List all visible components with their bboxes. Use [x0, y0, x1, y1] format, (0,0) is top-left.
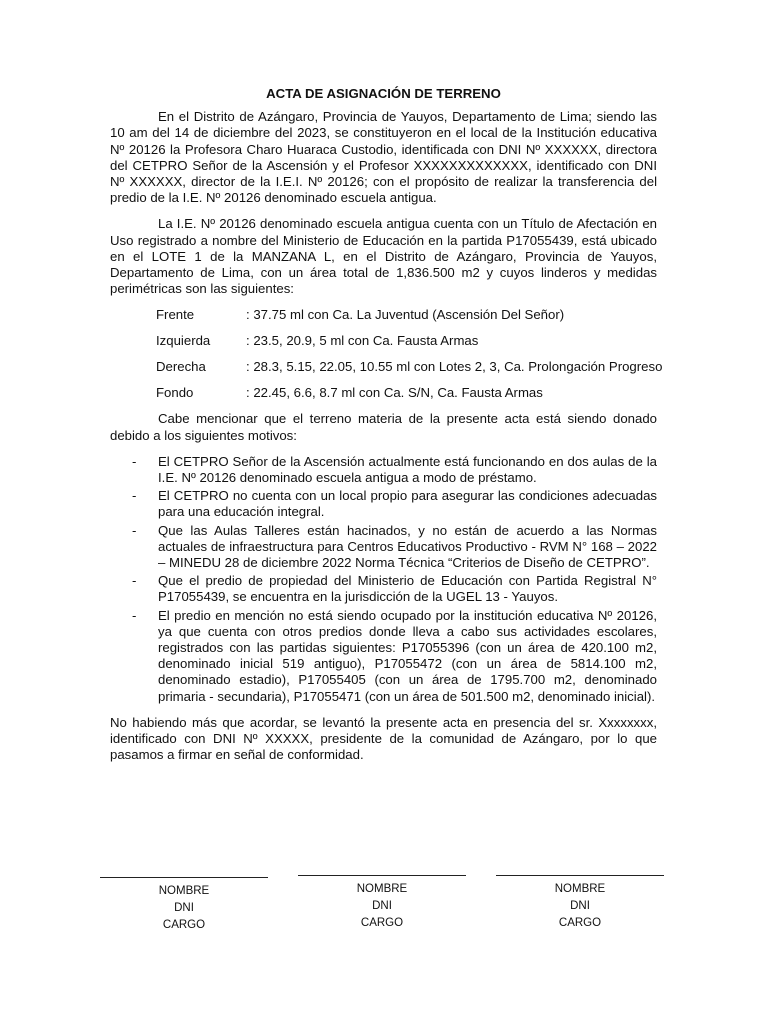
bullet-dash: - [132, 522, 137, 538]
signature-name-label: NOMBRE [554, 883, 606, 895]
signature-cargo-label: CARGO [360, 917, 404, 929]
boundary-label: Fondo [156, 385, 194, 401]
signature-name-label: NOMBRE [356, 883, 408, 895]
boundary-row-izquierda [110, 333, 657, 359]
signature-line [100, 877, 268, 878]
boundary-label: Izquierda [156, 333, 211, 349]
motive-text: El CETPRO no cuenta con un local propio para asegurar las condiciones adecuadas para una educación integral. [158, 488, 657, 520]
signature-line [496, 875, 664, 876]
list-item [110, 608, 657, 705]
list-item [110, 454, 657, 486]
signature-cargo-label: CARGO [162, 919, 206, 931]
motives-list [110, 454, 657, 705]
signature-cargo-label: CARGO [558, 917, 602, 929]
bullet-dash: - [132, 488, 137, 504]
bullet-dash: - [132, 573, 137, 589]
boundary-value: : 22.45, 6.6, 8.7 ml con Ca. S/N, Ca. Fausta Armas [246, 385, 543, 401]
boundary-row-fondo [110, 385, 657, 411]
paragraph-property-description: La I.E. Nº 20126 denominado escuela antigua cuenta con un Título de Afectación en Uso registrado a nombre del Ministerio de Educación en la partida P17055439, está ubicado en el LOTE 1 de la MANZANA L, en el Distrito de Azángaro, Provincia de Yauyos, Departamento de Lima, con un área total de 1,836.500 m2 y cuyos linderos y medidas perimétricas son las siguientes: [110, 216, 657, 297]
boundary-value: : 37.75 ml con Ca. La Juventud (Ascensión Del Señor) [246, 307, 565, 323]
signature-block [100, 870, 668, 930]
list-item [110, 573, 657, 605]
boundary-value: : 23.5, 20.9, 5 ml con Ca. Fausta Armas [246, 333, 479, 349]
document-title: ACTA DE ASIGNACIÓN DE TERRENO [266, 86, 501, 101]
list-item [110, 488, 657, 520]
signature-dni-label: DNI [570, 900, 590, 912]
signature-dni-label: DNI [174, 902, 194, 914]
bullet-dash: - [132, 453, 137, 469]
motive-text: Que el predio de propiedad del Ministerio de Educación con Partida Registral N° P17055439, se encuentra en la jurisdicción de la UGEL 13 - Yauyos. [158, 573, 657, 605]
signature-slot-3 [496, 875, 664, 932]
paragraph-donation-reasons: Cabe mencionar que el terreno materia de la presente acta está siendo donado debido a los siguientes motivos: [110, 411, 657, 443]
boundary-value: : 28.3, 5.15, 22.05, 10.55 ml con Lotes 2, 3, Ca. Prolongación Progreso [246, 359, 663, 375]
signature-name-label: NOMBRE [158, 885, 210, 897]
motive-text: Que las Aulas Talleres están hacinados, y no están de acuerdo a las Normas actuales de infraestructura para Centros Educativos Productivo - RVM N° 168 – 2022 – MINEDU 28 de diciembre 2022 Norma Técnica “Criterios de Diseño de CETPRO”. [158, 522, 657, 571]
list-item [110, 523, 657, 572]
signature-dni-label: DNI [372, 900, 392, 912]
motive-text: El predio en mención no está siendo ocupado por la institución educativa Nº 20126, ya que cuenta con otros predios donde lleva a cabo sus actividades escolares, registrados con las partidas siguientes: P17055396 (con un área de 420.100 m2, denominado inicial 519 antiguo), P17055472 (con un área de 5814.100 m2, denominado estadio), P17055405 (con un área de 1795.700 m2, denominado primaria - secundaria), P17055471 (con un área de 501.500 m2, denominado inicial). [158, 607, 657, 704]
signature-slot-2 [298, 875, 466, 932]
boundary-label: Frente [156, 307, 195, 323]
signature-slot-1 [100, 877, 268, 934]
motive-text: El CETPRO Señor de la Ascensión actualmente está funcionando en dos aulas de la I.E. Nº 20126 denominado escuela antigua a modo de préstamo. [158, 453, 657, 486]
document-body [110, 86, 663, 774]
signature-line [298, 875, 466, 876]
boundary-row-frente [110, 307, 657, 333]
paragraph-intro: En el Distrito de Azángaro, Provincia de Yauyos, Departamento de Lima; siendo las 10 am del 14 de diciembre del 2023, se constituyeron en el local de la Institución educativa Nº 20126 la Profesora Charo Huaraca Custodio, identificada con DNI Nº XXXXXX, directora del CETPRO Señor de la Ascensión y el Profesor XXXXXXXXXXXXX, identificado con DNI Nº XXXXXX, director de la I.E.I. Nº 20126; con el propósito de realizar la transferencia del predio de la I.E. Nº 20126 denominado escuela antigua. [110, 109, 657, 206]
paragraph-closing: No habiendo más que acordar, se levantó la presente acta en presencia del sr. Xxxxxxxx, identificado con DNI Nº XXXXX, presidente de la comunidad de Azángaro, por lo que pasamos a firmar en señal de conformidad. [110, 714, 657, 763]
boundary-label: Derecha [156, 359, 206, 375]
boundaries-list [110, 307, 663, 411]
boundary-row-derecha [110, 359, 663, 385]
bullet-dash: - [132, 607, 137, 623]
